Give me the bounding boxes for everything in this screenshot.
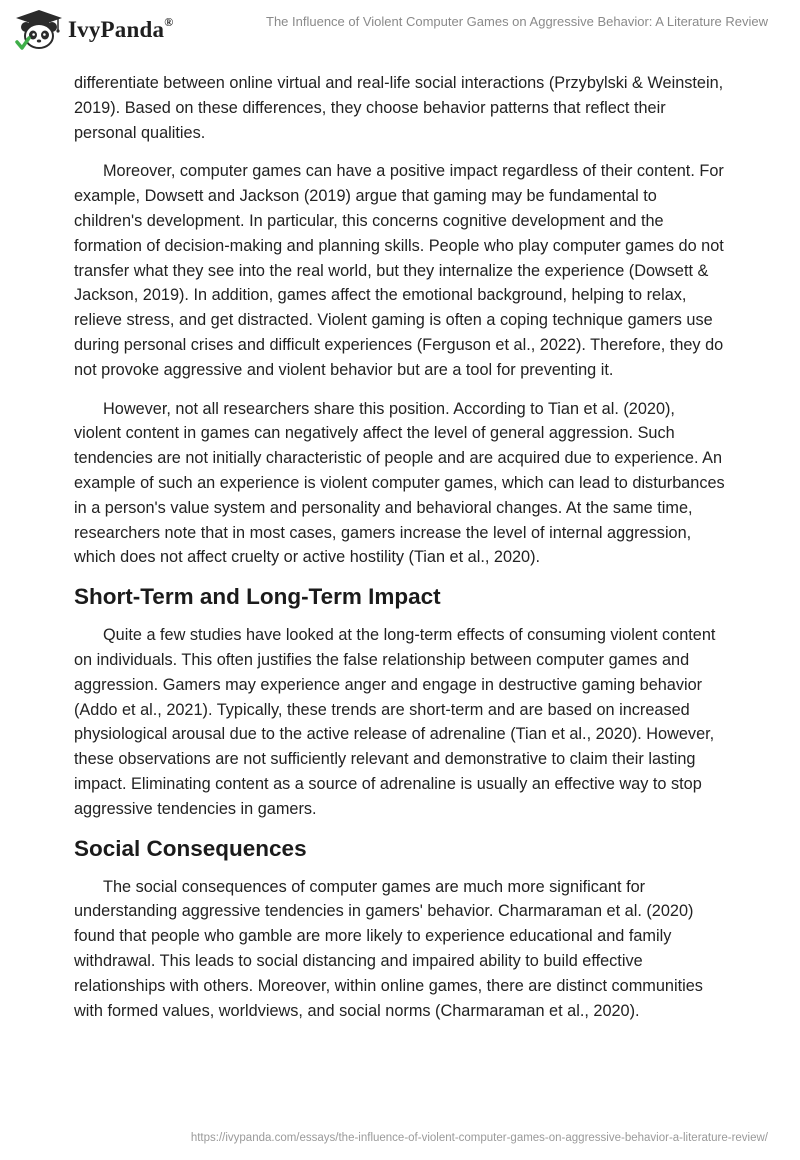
brand-name xyxy=(68,17,173,43)
section-heading: Social Consequences xyxy=(74,835,307,861)
section-heading: Short-Term and Long-Term Impact xyxy=(74,584,441,610)
paragraph: However, not all researchers share this position. According to Tian et al. (2020), violent content in games can negatively affect the level of general aggression. Such tendencies are not initially characteristic of people and are acquired due to experience. An example of such an experience is violent computer games, which can lead to disturbances in a person's value system and personality and behavioral changes. At the same time, researchers note that in most cases, gamers increase the level of internal aggression, which does not affect cruelty or active hostility (Tian et al., 2020). xyxy=(74,399,725,567)
essay-body xyxy=(74,71,726,1023)
paragraph: Quite a few studies have looked at the long-term effects of consuming violent content on individuals. This often justifies the false relationship between computer games and aggression. Gamers may experience anger and engage in destructive gaming behavior (Addo et al., 2021). Typically, these trends are short-term and are based on increased physiological arousal due to the active release of adrenaline (Tian et al., 2020). However, these observations are not sufficiently relevant and demonstrative to claim their lasting impact. Eliminating content as a source of adrenaline is usually an effective way to stop aggressive tendencies in gamers. xyxy=(74,626,716,818)
source-url[interactable]: https://ivypanda.com/essays/the-influence-of-violent-computer-games-on-aggressive-behavior-a-literature-review/ xyxy=(190,1132,768,1144)
document-title: The Influence of Violent Computer Games on Aggressive Behavior: A Literature Review xyxy=(266,14,768,29)
brand-logo[interactable] xyxy=(14,8,173,52)
brand-name-text: IvyPanda xyxy=(68,17,165,42)
paragraph-gap xyxy=(74,383,726,397)
registered-mark: ® xyxy=(164,15,174,30)
paragraph-gap xyxy=(74,145,726,159)
paragraph: Moreover, computer games can have a positive impact regardless of their content. For example, Dowsett and Jackson (2019) argue that gaming may be fundamental to children's development. In particular, this concerns cognitive development and the formation of decision-making and planning skills. People who play computer games do not transfer what they see into the real world, but they internalize the experience (Dowsett & Jackson, 2019). In addition, games affect the emotional background, helping to relax, relieve stress, and get distracted. Violent gaming is often a coping technique gamers use during personal crises and difficult experiences (Ferguson et al., 2022). Therefore, they do not provoke aggressive and violent behavior but are a tool for preventing it. xyxy=(74,162,724,379)
panda-graduate-icon xyxy=(14,8,64,52)
page-header xyxy=(0,0,800,66)
paragraph: The social consequences of computer games are much more significant for understanding aggressive tendencies in gamers' behavior. Charmaraman et al. (2020) found that people who gamble are more likely to experience educational and family withdrawal. This leads to social distancing and impaired ability to build effective relationships with others. Moreover, within online games, there are distinct communities with formed values, worldviews, and social norms (Charmaraman et al., 2020). xyxy=(74,877,703,1020)
paragraph: differentiate between online virtual and real-life social interactions (Przybylski & Weinstein, 2019). Based on these differences, they choose behavior patterns that reflect their personal qualities. xyxy=(74,74,724,142)
